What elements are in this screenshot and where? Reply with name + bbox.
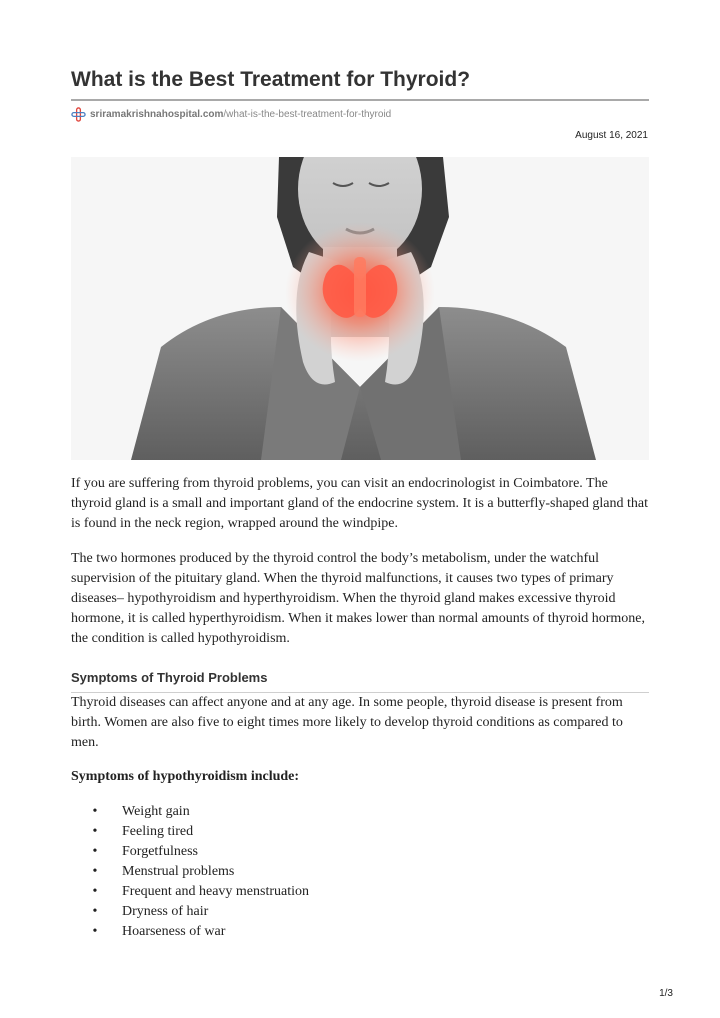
bullet-icon: • (92, 823, 98, 839)
paragraph: Thyroid diseases can affect anyone and at any age. In some people, thyroid disease is present from birth. Women are also five to eight times more likely to develop thyroid conditions as compared to men. (71, 694, 623, 751)
bullet-icon: • (92, 863, 98, 879)
hospital-logo-icon (71, 107, 86, 122)
thyroid-illustration (71, 157, 649, 460)
subheading: Symptoms of hypothyroidism include: (71, 769, 300, 785)
bullet-icon: • (92, 883, 98, 899)
paragraph: If you are suffering from thyroid problems, you can visit an endocrinologist in Coimbatore. The thyroid gland is a small and important gland of the endocrine system. It is a butterfly-shaped gland that is found in the neck region, wrapped around the windpipe. (71, 476, 648, 532)
hero-image (71, 157, 649, 460)
list-item: • Frequent and heavy menstruation (71, 882, 649, 902)
bullet-icon: • (92, 803, 98, 819)
source-path: /what-is-the-best-treatment-for-thyroid (223, 108, 392, 120)
list-item: • Feeling tired (71, 822, 649, 842)
list-item: • Weight gain (71, 802, 649, 822)
paragraph: The two hormones produced by the thyroid control the body’s metabolism, under the watchful supervision of the pituitary gland. When the thyroid malfunctions, it causes two types of primary diseases– hypothyroidism and hyperthyroidism. When the thyroid gland makes excessive thyroid hormone, it is called hyperthyroidism. When it makes lower than normal amounts of thyroid hormone, the condition is called hypothyroidism. (71, 550, 646, 647)
publish-date: August 16, 2021 (575, 130, 648, 141)
list-item: • Forgetfulness (71, 842, 649, 862)
list-item: • Dryness of hair (71, 902, 649, 922)
page-number: 1/3 (659, 988, 673, 999)
title-divider (71, 99, 649, 101)
symptom-list (71, 802, 649, 942)
page-title: What is the Best Treatment for Thyroid? (71, 68, 471, 91)
bullet-icon: • (92, 903, 98, 919)
source-link[interactable] (71, 106, 391, 122)
article-body (71, 474, 649, 942)
bullet-icon: • (92, 843, 98, 859)
list-item: • Hoarseness of war (71, 922, 649, 942)
source-domain: sriramakrishnahospital.com (90, 108, 224, 120)
bullet-icon: • (92, 923, 98, 939)
section-heading: Symptoms of Thyroid Problems (71, 668, 649, 693)
list-item: • Menstrual problems (71, 862, 649, 882)
